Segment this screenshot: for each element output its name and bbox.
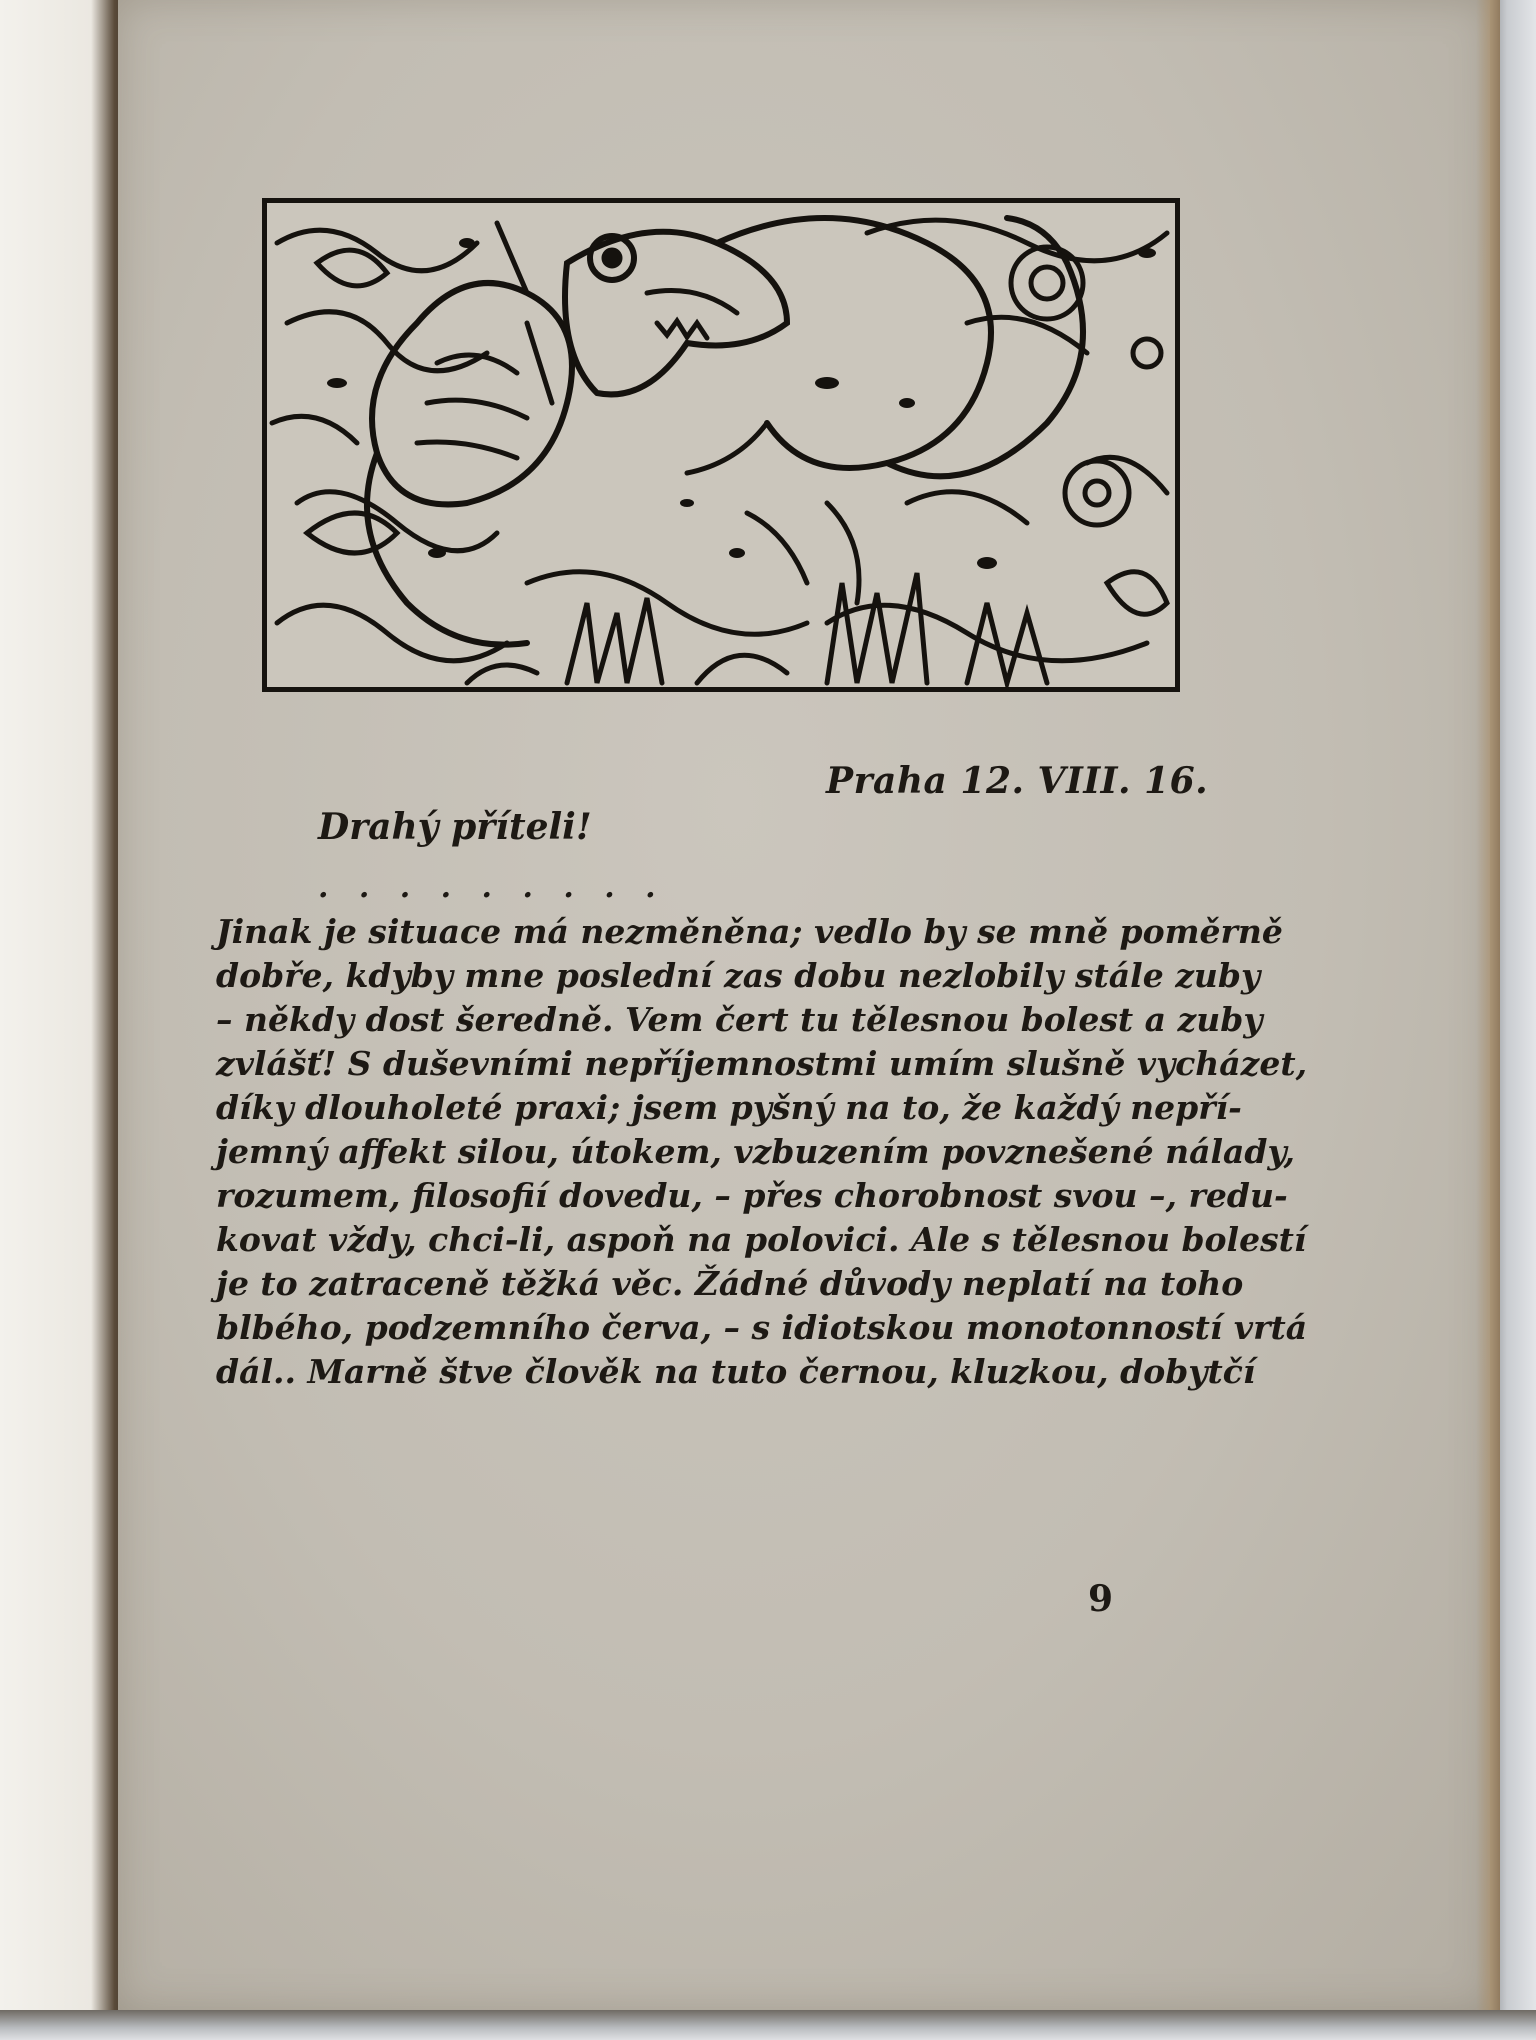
woodcut-drawing [267, 203, 1175, 687]
letter-line: zvlášť! S duševními nepříjemnostmi umím slušně vycházet, [216, 1044, 1308, 1083]
letter-line: dobře, kdyby mne poslední zas dobu nezlobily stále zuby [216, 956, 1261, 995]
letter-dateline: Praha 12. VIII. 16. [826, 760, 1209, 802]
letter-ellipsis: . . . . . . . . . [318, 870, 666, 905]
book-cover-edge [0, 0, 130, 2040]
woodcut-illustration [262, 198, 1180, 692]
table-surface-bottom [0, 2010, 1536, 2040]
letter-line: jemný affekt silou, útokem, vzbuzením povznešené nálady, [216, 1132, 1295, 1171]
letter-line: rozumem, filosofií dovedu, – přes chorobnost svou –, redu- [216, 1176, 1288, 1215]
letter-salutation: Drahý příteli! [318, 806, 592, 848]
letter-line: – někdy dost šeredně. Vem čert tu tělesnou bolest a zuby [216, 1000, 1263, 1039]
letter-line: je to zatraceně těžká věc. Žádné důvody neplatí na toho [216, 1264, 1244, 1303]
letter-line: díky dlouholeté praxi; jsem pyšný na to, že každý nepří- [216, 1088, 1242, 1127]
letter-line: dál.. Marně štve člověk na tuto černou, kluzkou, dobytčí [216, 1352, 1256, 1391]
page-number: 9 [1088, 1578, 1114, 1620]
letter-line: kovat vždy, chci-li, aspoň na polovici. Ale s tělesnou bolestí [216, 1220, 1307, 1259]
letter-line: blbého, podzemního červa, – s idiotskou monotonností vrtá [216, 1308, 1308, 1347]
letter-line: Jinak je situace má nezměněna; vedlo by se mně poměrně [216, 912, 1283, 951]
